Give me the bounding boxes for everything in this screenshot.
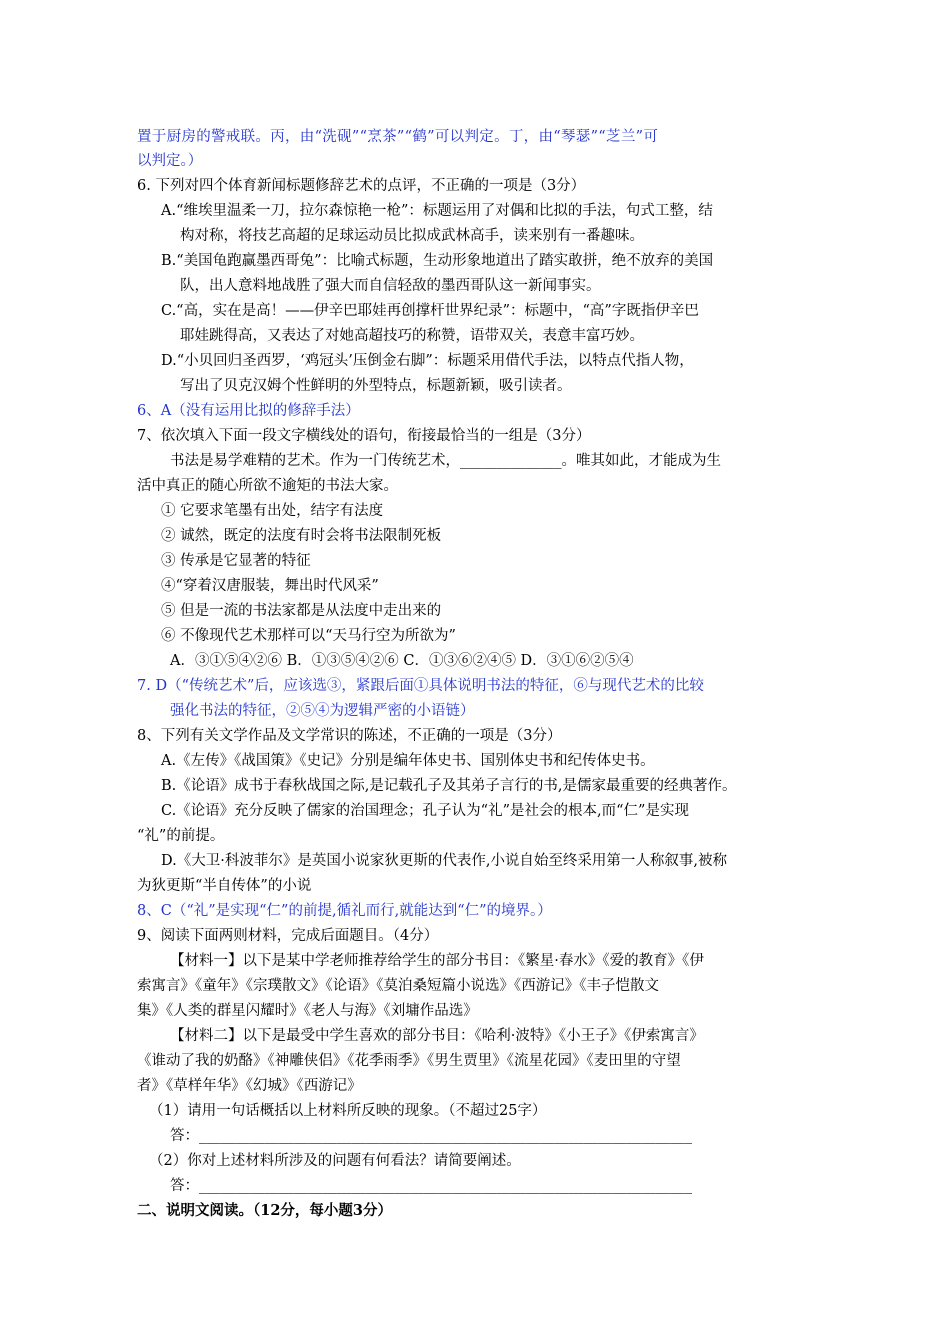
answer-7-line-2: 强化书法的特征，②⑤④为逻辑严密的小语链） — [170, 703, 475, 719]
material-1-line-3: 集》《人类的群星闪耀时》《老人与海》《刘墉作品选》 — [137, 1003, 478, 1019]
answer-5-continued-line-2: 以判定。） — [137, 153, 203, 169]
question-7-item-5: ⑤ 但是一流的书法家都是从法度中走出来的 — [161, 603, 442, 619]
answer-7-line-1: 7. D（“传统艺术”后，应该选③，紧跟后面①具体说明书法的特征，⑥与现代艺术的比较 — [137, 678, 704, 694]
question-7-passage-line-1: 书法是易学难精的艺术。作为一门传统艺术，______________。唯其如此，才能成为生 — [170, 453, 721, 469]
section-2-heading: 二、说明文阅读。（12分，每小题3分） — [137, 1202, 393, 1219]
question-6-option-a-line-1: A.“维埃里温柔一刀，拉尔森惊艳一枪”：标题运用了对偶和比拟的手法，句式工整，结 — [161, 203, 713, 219]
question-7-item-2: ② 诚然，既定的法度有时会将书法限制死板 — [161, 528, 442, 544]
question-9-stem: 9、阅读下面两则材料，完成后面题目。（4分） — [137, 928, 439, 944]
question-7-options: A．③①⑤④②⑥ B．①③⑤④②⑥ C．①③⑥②④⑤ D．③①⑥②⑤④ — [170, 653, 634, 669]
material-2-line-2: 《谁动了我的奶酪》《神雕侠侣》《花季雨季》《男生贾里》《流星花园》《麦田里的守望 — [137, 1053, 681, 1069]
question-6-option-c-line-1: C.“高，实在是高！——伊辛巴耶娃再创撑杆世界纪录”：标题中，“高”字既指伊辛巴 — [161, 303, 699, 319]
answer-blank-2[interactable]: 答：____________________________________________________________________ — [170, 1178, 692, 1194]
question-6-stem: 6. 下列对四个体育新闻标题修辞艺术的点评，不正确的一项是（3分） — [137, 178, 586, 194]
material-2-line-3: 者》《草样年华》《幻城》《西游记》 — [137, 1078, 362, 1094]
material-1-line-2: 索寓言》《童年》《宗璞散文》《论语》《莫泊桑短篇小说选》《西游记》《丰子恺散文 — [137, 978, 659, 994]
question-8-stem: 8、下列有关文学作品及文学常识的陈述，不正确的一项是（3分） — [137, 728, 562, 744]
question-8-option-c-line-2: “礼”的前提。 — [137, 828, 225, 844]
question-7-item-4: ④“穿着汉唐服装，舞出时代风采” — [161, 578, 379, 594]
answer-6: 6、A（没有运用比拟的修辞手法） — [137, 403, 360, 419]
question-6-option-c-line-2: 耶娃跳得高，又表达了对她高超技巧的称赞，语带双关，表意丰富巧妙。 — [180, 328, 644, 344]
question-6-option-d-line-1: D.“小贝回归圣西罗，‘鸡冠头’压倒金右脚”：标题采用借代手法，以特点代指人物， — [161, 353, 694, 369]
question-7-item-3: ③ 传承是它显著的特征 — [161, 553, 311, 569]
answer-5-continued-line-1: 置于厨房的警戒联。丙，由“洗砚”“烹茶”“鹤”可以判定。丁，由“琴瑟”“芝兰”可 — [137, 129, 659, 145]
question-7-item-1: ① 它要求笔墨有出处，结字有法度 — [161, 503, 384, 519]
question-7-passage-line-2: 活中真正的随心所欲不逾矩的书法大家。 — [137, 478, 398, 494]
question-9-sub-2: （2）你对上述材料所涉及的问题有何看法？请简要阐述。 — [149, 1153, 521, 1169]
question-8-option-d-line-1: D.《大卫·科波菲尔》是英国小说家狄更斯的代表作,小说自始至终采用第一人称叙事,被称 — [161, 853, 728, 869]
material-1-line-1: 【材料一】以下是某中学老师推荐给学生的部分书目：《繁星·春水》《爱的教育》《伊 — [170, 953, 704, 969]
question-8-option-d-line-2: 为狄更斯“半自传体”的小说 — [137, 878, 312, 894]
answer-8: 8、C（“礼”是实现“仁”的前提,循礼而行,就能达到“仁”的境界。） — [137, 903, 552, 919]
answer-blank-1[interactable]: 答：____________________________________________________________________ — [170, 1128, 692, 1144]
question-8-option-a: A.《左传》《战国策》《史记》分别是编年体史书、国别体史书和纪传体史书。 — [161, 753, 655, 769]
question-8-option-c-line-1: C.《论语》充分反映了儒家的治国理念；孔子认为“礼”是社会的根本,而“仁”是实现 — [161, 803, 689, 819]
question-9-sub-1: （1）请用一句话概括以上材料所反映的现象。（不超过25字） — [149, 1103, 547, 1119]
question-6-option-d-line-2: 写出了贝克汉姆个性鲜明的外型特点，标题新颖，吸引读者。 — [180, 378, 572, 394]
question-6-option-a-line-2: 构对称，将技艺高超的足球运动员比拟成武林高手，读来别有一番趣味。 — [180, 228, 644, 244]
question-8-option-b: B.《论语》成书于春秋战国之际,是记载孔子及其弟子言行的书,是儒家最重要的经典著作。 — [161, 778, 737, 794]
question-7-stem: 7、依次填入下面一段文字横线处的语句，衔接最恰当的一组是（3分） — [137, 428, 591, 444]
material-2-line-1: 【材料二】以下是最受中学生喜欢的部分书目：《哈利·波特》《小王子》《伊索寓言》 — [170, 1028, 704, 1044]
question-7-item-6: ⑥ 不像现代艺术那样可以“天马行空为所欲为” — [161, 628, 456, 644]
question-6-option-b-line-2: 队，出人意料地战胜了强大而自信轻敌的墨西哥队这一新闻事实。 — [180, 278, 601, 294]
question-6-option-b-line-1: B.“美国龟跑赢墨西哥兔”：比喻式标题，生动形象地道出了踏实敢拼，绝不放弃的美国 — [161, 253, 714, 269]
